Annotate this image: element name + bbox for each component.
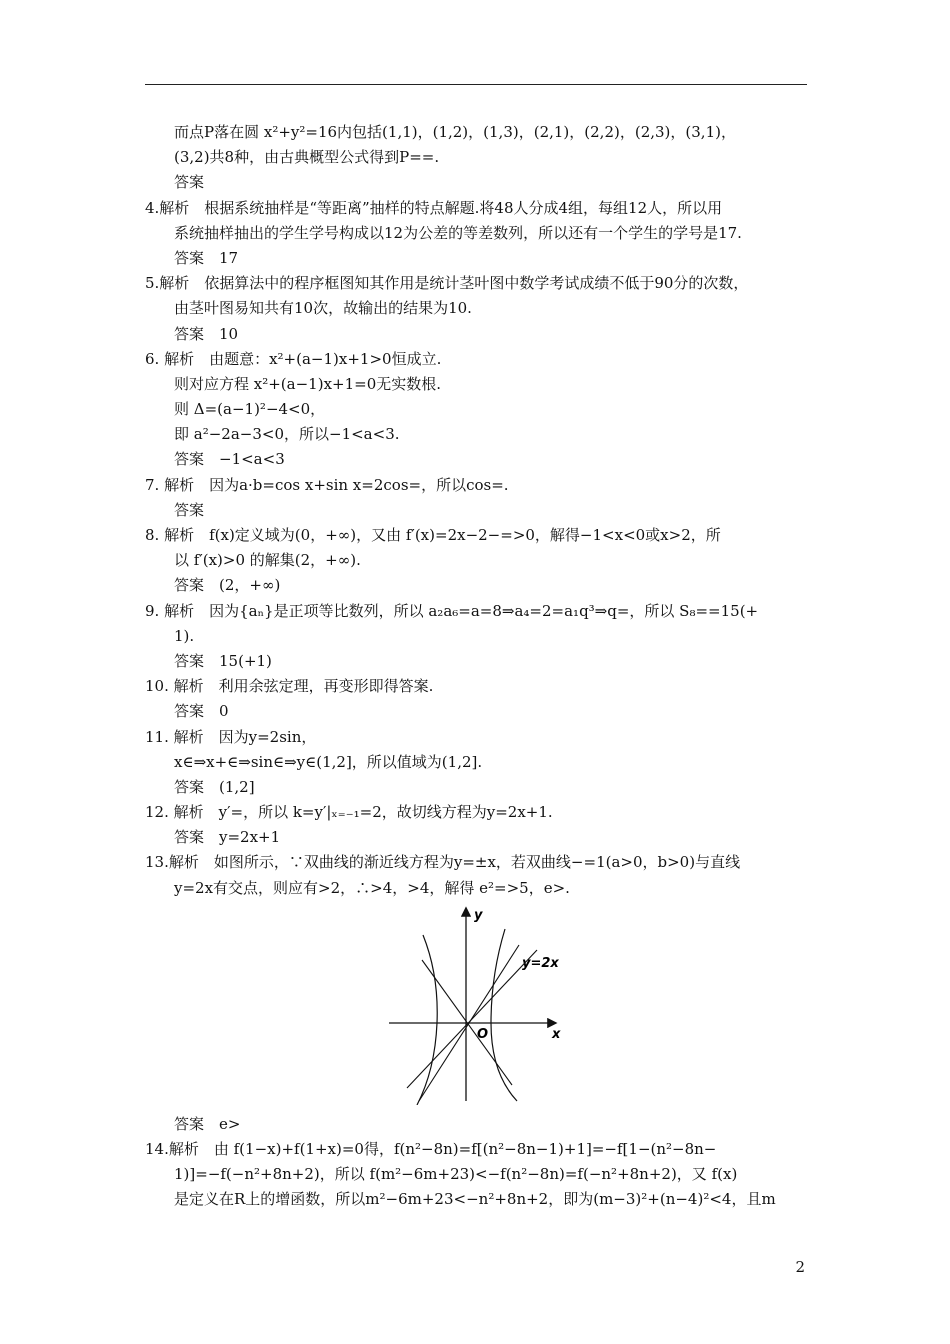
answer-content bbox=[145, 120, 825, 1213]
item-6-line: 即 a²−2a−3<0，所以−1<a<3. bbox=[174, 425, 400, 444]
item-6-line: 6. 解析 由题意：x²+(a−1)x+1>0恒成立. bbox=[145, 349, 442, 368]
page-number: 2 bbox=[795, 1258, 805, 1276]
answer-line: 答案 17 bbox=[174, 248, 239, 267]
y-axis-label: y bbox=[474, 907, 483, 923]
item-6-line: 则对应方程 x²+(a−1)x+1=0无实数根. bbox=[174, 374, 442, 393]
item-8-line: 8. 解析 f(x)定义域为(0，+∞)，又由 f′(x)=2x−2−=>0，解得−1<x<0或x>2，所 bbox=[145, 526, 721, 544]
origin-label: O bbox=[477, 1026, 489, 1042]
answer-line: 答案 −1<a<3 bbox=[174, 450, 285, 469]
item-6-line: 则 Δ=(a−1)²−4<0， bbox=[174, 400, 326, 419]
item-7-line: 7. 解析 因为a·b=cos x+sin x=2cos=，所以cos=. bbox=[145, 475, 509, 494]
answer-line: 答案 e> bbox=[174, 1114, 241, 1133]
text-line: (3,2)共8种，由古典概型公式得到P==. bbox=[174, 148, 440, 167]
item-5-line: 由茎叶图易知共有10次，故输出的结果为10. bbox=[174, 299, 472, 318]
item-9-line: 9. 解析 因为{aₙ}是正项等比数列，所以 a₂a₆=a=8⇒a₄=2=a₁q³⇒q=，所以 S₈==15(+ bbox=[145, 601, 759, 620]
hyperbola-left-branch bbox=[417, 935, 437, 1105]
item-11-line: 11. 解析 因为y=2sin， bbox=[145, 727, 317, 746]
item-12-line: 12. 解析 y′=，所以 k=y′|ₓ₌₋₁=2，故切线方程为y=2x+1. bbox=[145, 803, 553, 822]
item-5-line: 5.解析 依据算法中的程序框图知其作用是统计茎叶图中数学考试成绩不低于90分的次数， bbox=[145, 274, 749, 293]
answer-line: 答案 0 bbox=[174, 702, 229, 721]
item-11-line: x∈⇒x+∈⇒sin∈⇒y∈(1,2]，所以值域为(1,2]. bbox=[174, 752, 483, 771]
answer-line: 答案 bbox=[174, 500, 205, 519]
item-4-line: 系统抽样抽出的学生学号构成以12为公差的等差数列，所以还有一个学生的学号是17. bbox=[174, 223, 742, 242]
answer-line: 答案 15(+1) bbox=[174, 651, 272, 670]
item-10-line: 10. 解析 利用余弦定理，再变形即得答案. bbox=[145, 677, 434, 696]
item-13-line: 13.解析 如图所示，∵双曲线的渐近线方程为y=±x，若双曲线−=1(a>0，b>0)与直线 bbox=[145, 853, 741, 872]
answer-line: 答案 10 bbox=[174, 324, 239, 343]
answer-line: 答案 y=2x+1 bbox=[174, 828, 281, 847]
item-8-line: 以 f′(x)>0 的解集(2，+∞). bbox=[174, 551, 361, 570]
item-14-line: 1)]=−f(−n²+8n+2)，所以 f(m²−6m+23)<−f(n²−8n)=f(−n²+8n+2)，又 f(x) bbox=[174, 1165, 738, 1184]
item-9-line: 1). bbox=[174, 626, 195, 645]
answer-line: 答案 bbox=[174, 173, 205, 192]
x-axis-label: x bbox=[552, 1026, 561, 1042]
answer-line: 答案 (1,2] bbox=[174, 777, 255, 796]
line-label: y=2x bbox=[522, 955, 559, 971]
item-13-line: y=2x有交点，则应有>2，∴>4，>4，解得 e²=>5，e>. bbox=[174, 878, 570, 897]
text-line: 而点P落在圆 x²+y²=16内包括(1,1)，(1,2)，(1,3)，(2,1)，(2,2)，(2,3)，(3,1)， bbox=[174, 123, 736, 141]
item-4-line: 4.解析 根据系统抽样是“等距离”抽样的特点解题.将48人分成4组，每组12人，所以用 bbox=[145, 198, 723, 217]
answer-line: 答案 (2，+∞) bbox=[174, 576, 281, 595]
hyperbola-diagram bbox=[387, 905, 577, 1105]
item-14-line: 14.解析 由 f(1−x)+f(1+x)=0得，f(n²−8n)=f[(n²−8n−1)+1]=−f[1−(n²−8n− bbox=[145, 1140, 717, 1158]
hyperbola-figure bbox=[145, 905, 825, 1110]
item-14-line: 是定义在R上的增函数，所以m²−6m+23<−n²+8n+2，即为(m−3)²+(n−4)²<4，且m bbox=[174, 1190, 776, 1209]
header-rule bbox=[145, 84, 807, 85]
